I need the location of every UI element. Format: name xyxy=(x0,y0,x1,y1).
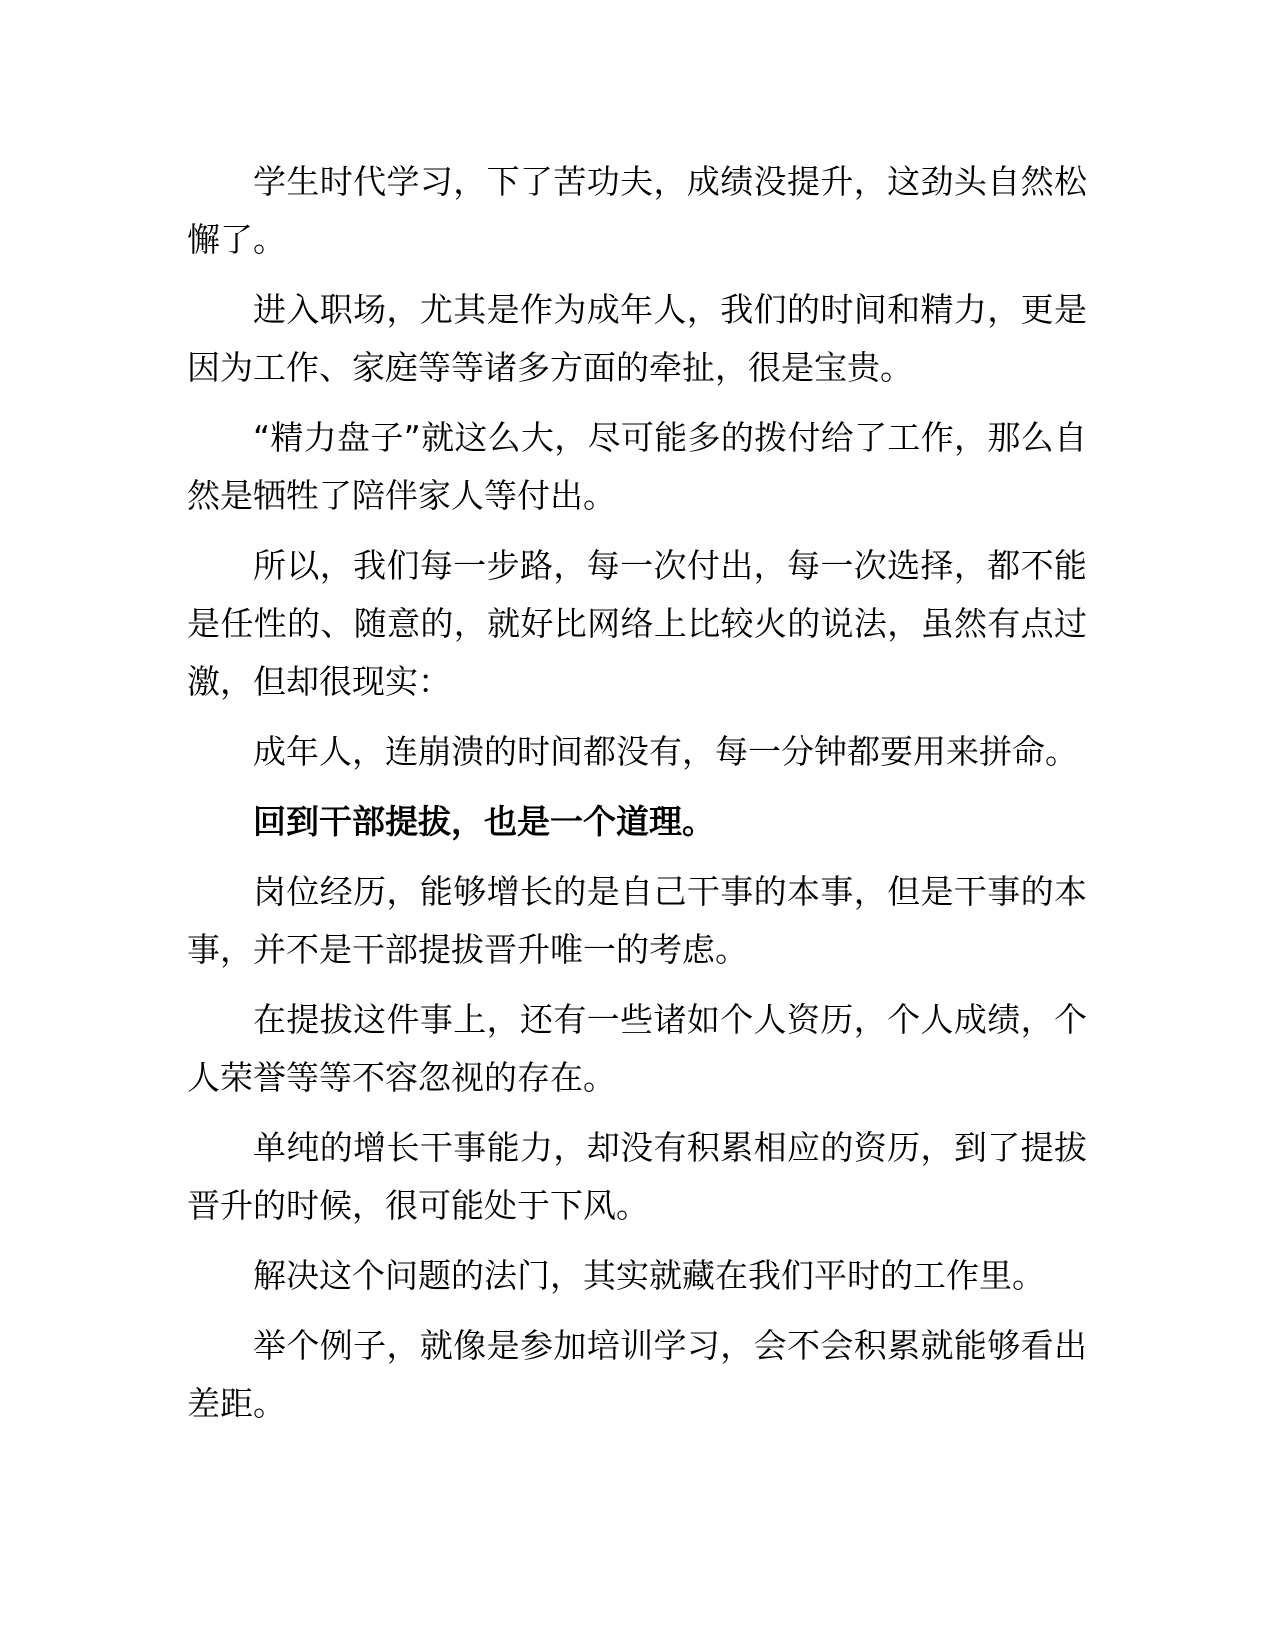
paragraph-4: 所以，我们每一步路，每一次付出，每一次选择，都不能是任性的、随意的，就好比网络上比较火的说法，虽然有点过激，但却很现实： xyxy=(187,546,1087,701)
paragraph-5: 成年人，连崩溃的时间都没有，每一分钟都要用来拼命。 xyxy=(253,732,1078,771)
paragraph-11: 举个例子，就像是参加培训学习，会不会积累就能够看出差距。 xyxy=(187,1326,1087,1423)
document-body xyxy=(187,153,1087,1445)
paragraph-2: 进入职场，尤其是作为成年人，我们的时间和精力，更是因为工作、家庭等等诸多方面的牵扯，很是宝贵。 xyxy=(187,290,1087,387)
paragraph-1: 学生时代学习，下了苦功夫，成绩没提升，这劲头自然松懈了。 xyxy=(187,162,1087,259)
paragraph-7: 岗位经历，能够增长的是自己干事的本事，但是干事的本事，并不是干部提拔晋升唯一的考虑。 xyxy=(187,872,1087,969)
paragraph-10: 解决这个问题的法门，其实就藏在我们平时的工作里。 xyxy=(253,1256,1045,1295)
paragraph-6-bold: 回到干部提拔，也是一个道理。 xyxy=(253,802,715,841)
paragraph-8: 在提拔这件事上，还有一些诸如个人资历，个人成绩，个人荣誉等等不容忽视的存在。 xyxy=(187,1000,1087,1097)
paragraph-3: “精力盘子”就这么大，尽可能多的拨付给了工作，那么自然是牺牲了陪伴家人等付出。 xyxy=(187,418,1087,515)
paragraph-9: 单纯的增长干事能力，却没有积累相应的资历，到了提拔晋升的时候，很可能处于下风。 xyxy=(187,1128,1087,1225)
